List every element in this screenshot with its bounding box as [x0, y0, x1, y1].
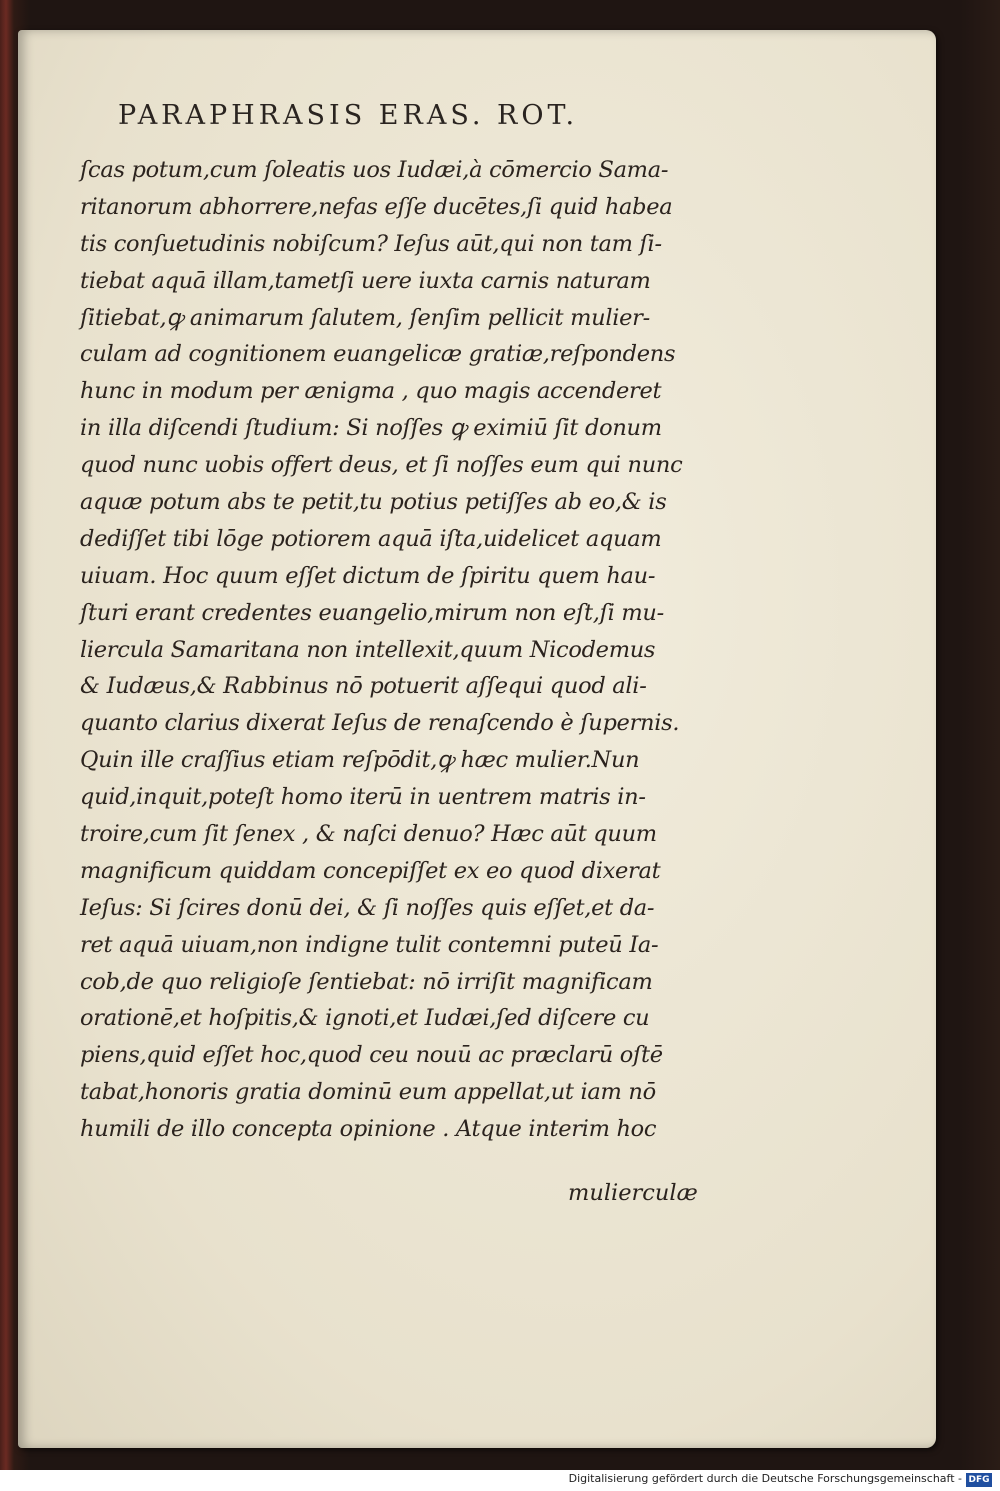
text-line: culam ad cognitionem euangelicæ gratiæ,reſpondens: [80, 341, 676, 368]
text-line: cob,de quo religioſe ſentiebat: nō irriſit magnificam: [80, 968, 653, 995]
text-line: in illa diſcendi ſtudium: Si noſſes ꝙ eximiū ſit donum: [80, 415, 662, 442]
text-line: humili de illo concepta opinione . Atque interim hoc: [80, 1116, 657, 1143]
funding-credit: Digitalisierung gefördert durch die Deutsche Forschungsgemeinschaft -: [568, 1472, 962, 1485]
text-line: ſcas potum,cum ſoleatis uos Iudæi,à cōmercio Sama-: [80, 157, 669, 183]
text-line: tiebat aquā illam,tametſi uere iuxta carnis naturam: [80, 267, 651, 294]
text-line: quid,inquit,poteſt homo iterū in uentrem matris in-: [80, 784, 646, 811]
text-line: aquæ potum abs te petit,tu potius petiſſes ab eo,& is: [80, 489, 667, 516]
text-line: hunc in modum per ænigma , quo magis accenderet: [80, 378, 662, 405]
text-line: Quin ille craſſius etiam reſpōdit,ꝙ hæc mulier.Nun: [80, 747, 640, 774]
text-line: quod nunc uobis offert deus, et ſi noſſes eum qui nunc: [80, 452, 683, 479]
text-line: troire,cum ſit ſenex , & naſci denuo? Hæc aūt quum: [80, 821, 657, 848]
text-line: quanto clarius dixerat Ieſus de renaſcendo è ſupernis.: [80, 710, 680, 737]
catchword: mulierculæ: [568, 1180, 698, 1206]
text-line: ſitiebat,ꝙ animarum ſalutem, ſenſim pellicit mulier-: [80, 304, 650, 331]
text-line: dediſſet tibi lōge potiorem aquā iſta,uidelicet aquam: [80, 525, 662, 552]
text-line: ret aquā uiuam,non indigne tulit contemni puteū Ia-: [80, 931, 659, 958]
footer-bar: [0, 1470, 1000, 1491]
running-header: PARAPHRASIS ERAS. ROT.: [118, 100, 579, 131]
text-line: piens,quid eſſet hoc,quod ceu nouū ac præclarū oſtē: [80, 1042, 663, 1069]
text-line: tabat,honoris gratia dominū eum appellat,ut iam nō: [80, 1079, 656, 1106]
text-line: tis conſuetudinis nobiſcum? Ieſus aūt,qui non tam ſi-: [80, 230, 662, 257]
text-line: orationē,et hoſpitis,& ignoti,et Iudæi,ſed diſcere cu: [80, 1005, 650, 1032]
text-line: liercula Samaritana non intellexit,quum Nicodemus: [80, 636, 656, 663]
text-line: uiuam. Hoc quum eſſet dictum de ſpiritu quem hau-: [80, 562, 656, 589]
text-line: ritanorum abhorrere,nefas eſſe ducētes,ſi quid habea: [80, 193, 673, 220]
text-line: ſturi erant credentes euangelio,mirum non eſt,ſi mu-: [80, 599, 664, 626]
text-line: magnificum quiddam concepiſſet ex eo quod dixerat: [80, 857, 661, 884]
text-line: Ieſus: Si ſcires donū dei, & ſi noſſes quis eſſet,et da-: [80, 894, 655, 921]
body-text: [80, 152, 720, 1148]
text-line: & Iudæus,& Rabbinus nō potuerit aſſequi quod ali-: [80, 673, 647, 700]
dfg-logo-icon: DFG: [966, 1473, 992, 1487]
